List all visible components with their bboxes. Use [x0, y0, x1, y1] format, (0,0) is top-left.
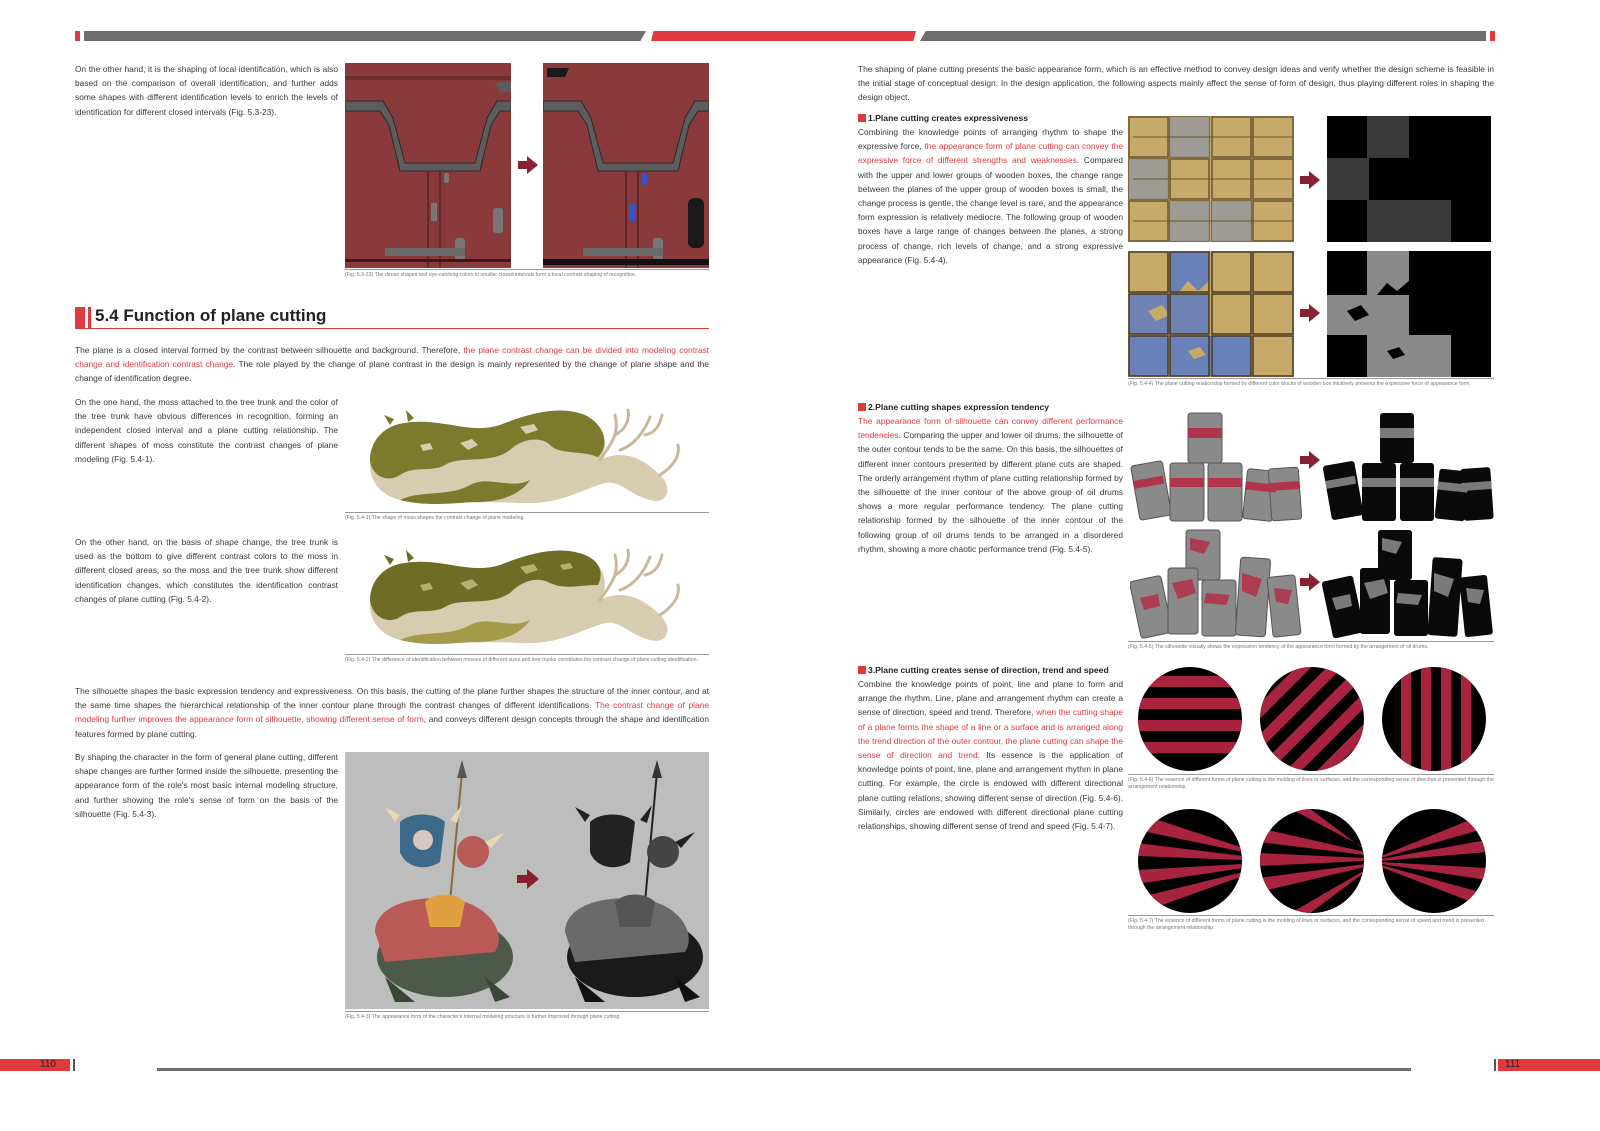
fig-5-4-5-oil-drums-bottom [1130, 528, 1302, 640]
header-bar-left [84, 31, 646, 41]
fig-5-4-6-circle-vertical [1381, 666, 1487, 772]
fig-5-4-5-silhouette-bottom [1322, 528, 1494, 640]
left-paragraph-4-highlight: The contrast change of plane modeling further improves the appearance form of silhouette, showing different sense of form [75, 700, 709, 725]
header-bar-left-accent [75, 31, 80, 41]
caption-fig-5-4-2: (Fig. 5.4-2) The difference of identification between mosses of different sizes and tree trunks constitutes the contrast change of plane cutting identification. [345, 654, 709, 664]
header-bar-center-red [651, 31, 916, 41]
caption-fig-5-4-7: (Fig. 5.4-7) The essence of different forms of plane cutting is the molding of lines or surfaces, and the corresponding sense of speed and trend is presented through the arrangement relationship. [1128, 915, 1494, 932]
fig-5-4-1-tree-trunk [360, 405, 700, 515]
subheading-3: 3.Plane cutting creates sense of direction, trend and speed [858, 665, 1109, 675]
right-section-1-highlight: the appearance form of plane cutting can convey the expressive force of different strengths and weaknesses [858, 141, 1123, 166]
fig-5-4-5-oil-drums-top [1130, 408, 1302, 523]
fig-5-3-23-left-panel [345, 63, 511, 268]
section-title-marker-thin [88, 307, 91, 328]
fig-5-4-4-wooden-boxes-bottom [1128, 251, 1294, 377]
left-paragraph-2: On the one hand, the moss attached to the tree trunk and the color of the tree trunk have obvious differences in recognition, forming an independent closed interval and a plane cutting relationship. The different shapes of moss constitute the contrast changes of plane modeling (Fig. 5.4-1). [75, 397, 338, 464]
footer-left-divider [73, 1059, 75, 1071]
footer-right-divider [1494, 1059, 1496, 1071]
left-paragraph-4: The silhouette shapes the basic expression tendency and expressiveness. On this basis, the cutting of the plane further shapes the structure of the inner contour, and at the same time shapes the hierarchical relationship of the inner contour plane through the contrast changes of different identifications. The contrast change of plane modeling further improves the appearance form of silhouette, showing different sense of form, and conveys different design concepts through the shape and identification features formed by plane cutting. [75, 686, 709, 739]
caption-fig-5-4-6: (Fig. 5.4-6) The essence of different forms of plane cutting is the molding of lines or surfaces, and the corresponding sense of direction is presented through the arrangement relationship. [1128, 774, 1494, 791]
right-intro-paragraph: The shaping of plane cutting presents the basic appearance form, which is an effective method to convey design ideas and verify whether the design scheme is feasible in the initial stage of conceptual design. In the design application, the following aspects mainly affect the sense of form of design, thus playing different roles in shaping the design object. [858, 64, 1494, 103]
left-intro-paragraph: On the other hand, it is the shaping of local identification, which is also based on the comparison of overall identification, and further adds some shapes with different identification levels to enrich the levels of identification for different closed intervals (Fig. 5.3-23). [75, 64, 338, 117]
left-paragraph-5: By shaping the character in the form of general plane cutting, different shape changes are further formed inside the silhouette, presenting the appearance form of the role's most basic internal modeling structure, and further showing the role's sense of form on the basis of the silhouette (Fig. 5.4-3). [75, 752, 338, 819]
fig-5-4-5-silhouette-top [1322, 408, 1494, 523]
footer-gray-line [157, 1068, 1411, 1071]
fig-5-4-7-circle-converge-left [1381, 808, 1487, 914]
section-title-marker [75, 307, 85, 328]
subheading-2-marker [858, 403, 866, 411]
caption-fig-5-4-4: (Fig. 5.4-4) The plane cutting relationship formed by different color blocks of wooden box intuitively presents the expressive force of appearance form. [1128, 378, 1494, 388]
fig-5-4-7-circle-converge-right [1137, 808, 1243, 914]
header-bar-right-accent [1490, 31, 1495, 41]
section-title-underline [75, 328, 709, 329]
caption-fig-5-4-5: (Fig. 5.4-5) The silhouette visually shows the expression tendency of the appearance form formed by the arrangement of oil drums. [1128, 641, 1494, 651]
fig-5-4-6-circle-horizontal [1137, 666, 1243, 772]
left-paragraph-1: The plane is a closed interval formed by the contrast between silhouette and background. Therefore, the plane contrast change can be divided into modeling contrast change and identification contrast change. The role played by the change of plane contrast in the design is mainly represented by the change of plane shape and the change of identification degree. [75, 345, 710, 384]
fig-5-4-7-circle-converge-center [1259, 808, 1365, 914]
fig-5-4-3-character [345, 752, 709, 1009]
caption-fig-5-4-1: (Fig. 5.4-1) The shape of moss shapes the contrast change of plane modeling. [345, 512, 709, 522]
right-section-3-text: Combine the knowledge points of point, line and plane to form and arrange the rhythm. Line, plane and arrangement rhythm can create a sense of direction, speed and trend. Therefore, when the cutting shape of a plane forms the shape of a line or a surface and is arranged along the trend direction of the outer contour, the plane cutting can shape the sense of direction and trend. Its essence is the application of knowledge points of point, line, plane and arrangement rhythm in plane cutting. For example, the circle is endowed with different directional plane cutting relations, showing different sense of direction (Fig. 5.4-6). Similarly, circles are endowed with different directional plane cutting relationships, showing different sense of trend and speed (Fig. 5.4-7). [858, 679, 1124, 832]
subheading-1: 1.Plane cutting creates expressiveness [858, 113, 1028, 123]
right-section-3-highlight: when the cutting shape of a plane forms the shape of a line or a surface and is arranged along the trend direction of the outer contour, the plane cutting can shape the sense of direction and trend [858, 707, 1124, 761]
fig-5-4-6-circle-diagonal [1259, 666, 1365, 772]
footer-left-red-bar [0, 1059, 70, 1071]
right-section-2-highlight: The appearance form of silhouette can convey different performance tendencies [858, 416, 1123, 441]
header-bar-right [920, 31, 1486, 41]
page-number-left: 110 [40, 1059, 56, 1070]
right-section-2-text: The appearance form of silhouette can convey different performance tendencies. Comparing the upper and lower oil drums, the silhouette of the outer contour tends to be the same. On this basis, the silhouettes of different inner contours presented by different plane cuts are shaped. The orderly arrangement rhythm of plane cutting relationship formed by the silhouette of the inner contour of the above group of oil drums shows a more regular performance tendency. The plane cutting relationship formed by the silhouette of the inner contour of the following group of oil drums tends to be arranged in a disordered rhythm, showing a more chaotic performance trend (Fig. 5.4-5). [858, 416, 1123, 554]
subheading-1-marker [858, 114, 866, 122]
left-paragraph-1-highlight: the plane contrast change can be divided into modeling contrast change and identification contrast change [75, 345, 710, 370]
right-section-1-text: Combining the knowledge points of arranging rhythm to shape the expressive force, the appearance form of plane cutting can convey the expressive force of different strengths and weaknesses. Compared with the upper and lower groups of wooden boxes, the change range between the planes of the upper group of wooden boxes is small, the change process is gentle, the change level is rare, and the appearance form expression is relatively mediocre. The following group of wooden boxes have a large range of changes between the planes, a strong process of change, rich levels of change, and a strong expressive appearance (Fig. 5.4-4). [858, 127, 1123, 265]
page-number-right: 111 [1505, 1059, 1521, 1070]
caption-fig-5-4-3: (Fig. 5.4-3) The appearance form of the character's internal modeling structure is further improved through plane cutting. [345, 1011, 709, 1021]
left-paragraph-3: On the other hand, on the basis of shape change, the tree trunk is used as the bottom to give different contrast colors to the moss in different closed areas, so the moss and the tree trunk show different identification changes, which constitutes the identification contrast changes of plane cutting (Fig. 5.4-2). [75, 537, 338, 604]
fig-5-4-2-tree-trunk [360, 545, 700, 655]
section-title: 5.4 Function of plane cutting [95, 306, 327, 325]
fig-5-4-4-silhouette-top [1327, 116, 1491, 242]
fig-5-4-4-wooden-boxes-top [1128, 116, 1294, 242]
fig-5-4-4-silhouette-bottom [1327, 251, 1491, 377]
subheading-3-marker [858, 666, 866, 674]
subheading-2: 2.Plane cutting shapes expression tendency [858, 402, 1049, 412]
caption-fig-5-3-23: (Fig. 5.3-23) The dense shapes and eye-catching colors in smaller closed intervals form a local contrast shaping of recognition. [345, 269, 709, 279]
fig-5-3-23-right-panel [543, 63, 709, 268]
